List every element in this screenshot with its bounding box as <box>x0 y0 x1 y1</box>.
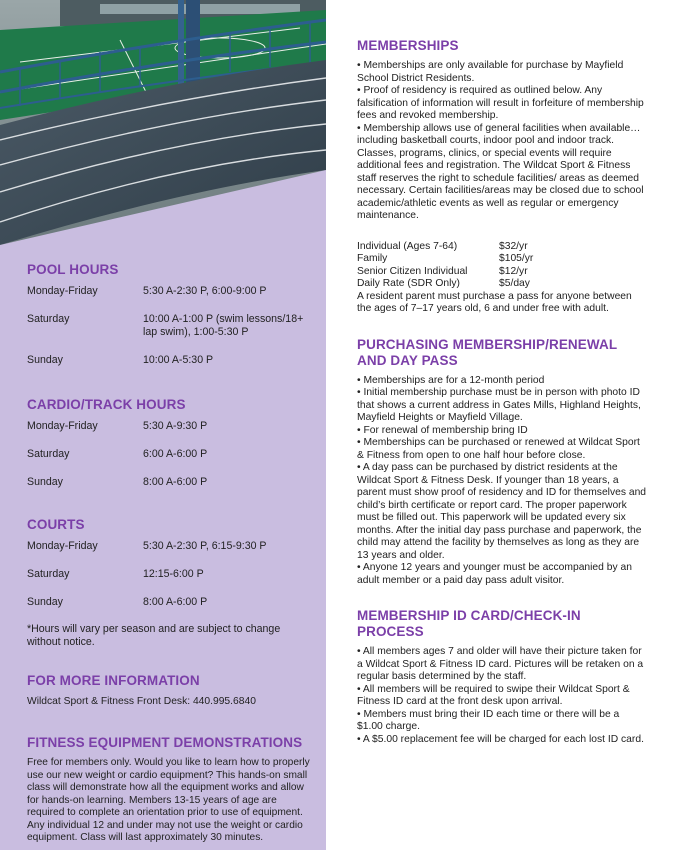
hours-row <box>27 476 312 489</box>
membership-fees-table <box>357 241 647 291</box>
list-item: • Anyone 12 years and younger must be accompanied by an adult member or a paid day pass adult visitor. <box>357 562 632 586</box>
right-column <box>357 38 647 746</box>
fee-label: Senior Citizen Individual <box>357 265 468 277</box>
hours-day: Monday-Friday <box>27 285 98 297</box>
list-item: • All members will be required to swipe their Wildcat Sport & Fitness ID card at the front desk upon arrival. <box>357 683 630 707</box>
pool-hours-table <box>27 285 312 367</box>
fee-label: Family <box>357 253 388 264</box>
memberships-list <box>357 60 647 223</box>
hours-row <box>27 540 312 553</box>
fee-price: $5/day <box>499 278 530 289</box>
hours-time: 12:15-6:00 P <box>143 568 204 580</box>
indoor-track-photo <box>0 0 326 245</box>
purchasing-list <box>357 375 647 588</box>
fee-price: $12/yr <box>499 265 528 277</box>
hours-row <box>27 568 312 581</box>
pool-hours-heading: POOL HOURS <box>27 262 119 277</box>
memberships-heading: MEMBERSHIPS <box>357 38 459 53</box>
hours-row <box>27 596 312 609</box>
fee-label: Individual (Ages 7-64) <box>357 240 458 252</box>
front-desk-phone: Wildcat Sport & Fitness Front Desk: 440.995.6840 <box>27 696 256 707</box>
hours-row <box>27 285 312 298</box>
left-sidebar <box>0 0 326 850</box>
hours-day: Saturday <box>27 448 70 460</box>
fee-row <box>357 278 647 291</box>
hours-day: Sunday <box>27 596 63 608</box>
fee-row <box>357 266 647 279</box>
list-item: • A $5.00 replacement fee will be charged for each lost ID card. <box>357 733 644 745</box>
hours-note: *Hours will vary per season and are subject to change without notice. <box>27 623 281 648</box>
fitness-demo-heading: FITNESS EQUIPMENT DEMONSTRATIONS <box>27 735 303 750</box>
list-item: • Membership allows use of general facilities when available…including basketball courts, indoor pool and indoor track. Classes, programs, clinics, or special events will require additional fees and registration. The Wildcat Sport & Fitness staff reserves the right to schedule facilities/ areas as deemed necessary. Certain facilities/areas may be closed due to school academic/athletic events as well as regular or emergency maintenance. <box>357 122 644 221</box>
hours-time: 8:00 A-6:00 P <box>143 476 208 488</box>
list-item: • Memberships are for a 12-month period <box>357 374 545 386</box>
list-item: • A day pass can be purchased by district residents at the Wildcat Sport & Fitness Desk. If younger than 18 years, a parent must show proof of residency and ID for themselves and child’s birth certificate or report card. The proper paperwork must be filled out. This paperwork will be updated every six months. After the initial day pass purchase and paperwork, the child may attend the facility by themselves as long as they are 13 years and older. <box>357 462 647 561</box>
hours-row <box>27 354 312 367</box>
hours-day: Sunday <box>27 476 63 488</box>
list-item: • All members ages 7 and older will have their picture taken for a Wildcat Sport & Fitness ID card. Pictures will be retaken on a regular basis determined by the staff. <box>357 646 644 682</box>
list-item: • Proof of residency is required as outlined below. Any falsification of information will result in forfeiture of membership fees and revoked membership. <box>357 85 644 121</box>
hours-day: Sunday <box>27 354 63 366</box>
hours-row <box>27 420 312 433</box>
hours-time: 5:30 A-2:30 P, 6:15-9:30 P <box>143 540 267 552</box>
list-item: • Memberships are only available for purchase by Mayfield School District Residents. <box>357 60 624 84</box>
fee-price: $32/yr <box>499 240 528 252</box>
hours-day: Monday-Friday <box>27 540 98 552</box>
list-item: • For renewal of membership bring ID <box>357 424 528 436</box>
fee-note: A resident parent must purchase a pass for anyone between the ages of 7–17 years old, 6 and under free with adult. <box>357 290 632 314</box>
courts-heading: COURTS <box>27 517 85 532</box>
hours-row <box>27 448 312 461</box>
fee-label: Daily Rate (SDR Only) <box>357 278 460 289</box>
id-card-heading: MEMBERSHIP ID CARD/CHECK-IN PROCESS <box>357 608 581 639</box>
fee-row <box>357 241 647 254</box>
fee-price: $105/yr <box>499 253 534 264</box>
list-item: • Initial membership purchase must be in person with photo ID that shows a current address in Gates Mills, Highland Heights, Mayfield Heights or Mayfield Village. <box>357 387 641 423</box>
purchasing-heading: PURCHASING MEMBERSHIP/RENEWAL AND DAY PASS <box>357 336 617 368</box>
hours-day: Monday-Friday <box>27 420 98 432</box>
fitness-demo-text: Free for members only. Would you like to learn how to properly use our new weight or cardio equipment? This hands-on small class will demonstrate how all the equipment works and allow for hands-on learning. Members 13-15 years of age are required to complete an orientation prior to use of equipment. Any individual 12 and under may not use the weight or cardio equipment. Class will last approximately 30 minutes. <box>27 757 310 843</box>
cardio-hours-heading: CARDIO/TRACK HOURS <box>27 397 186 412</box>
courts-hours-table <box>27 540 312 609</box>
hours-day: Saturday <box>27 568 70 580</box>
list-item: • Members must bring their ID each time or there will be a $1.00 charge. <box>357 708 620 732</box>
hours-time: 5:30 A-9:30 P <box>143 420 208 432</box>
hours-day: Saturday <box>27 313 70 325</box>
list-item: • Memberships can be purchased or renewed at Wildcat Sport & Fitness from open to one half hour before close. <box>357 437 640 461</box>
fee-row <box>357 253 647 266</box>
more-info-heading: FOR MORE INFORMATION <box>27 673 200 688</box>
hours-row <box>27 313 312 339</box>
cardio-hours-table <box>27 420 312 489</box>
hours-time: 8:00 A-6:00 P <box>143 596 208 608</box>
hours-time: 6:00 A-6:00 P <box>143 448 208 460</box>
hours-time: 10:00 A-1:00 P (swim lessons/18+ lap swim), 1:00-5:30 P <box>143 313 304 338</box>
id-card-list <box>357 646 647 746</box>
hours-time: 10:00 A-5:30 P <box>143 354 214 366</box>
hours-time: 5:30 A-2:30 P, 6:00-9:00 P <box>143 285 267 297</box>
